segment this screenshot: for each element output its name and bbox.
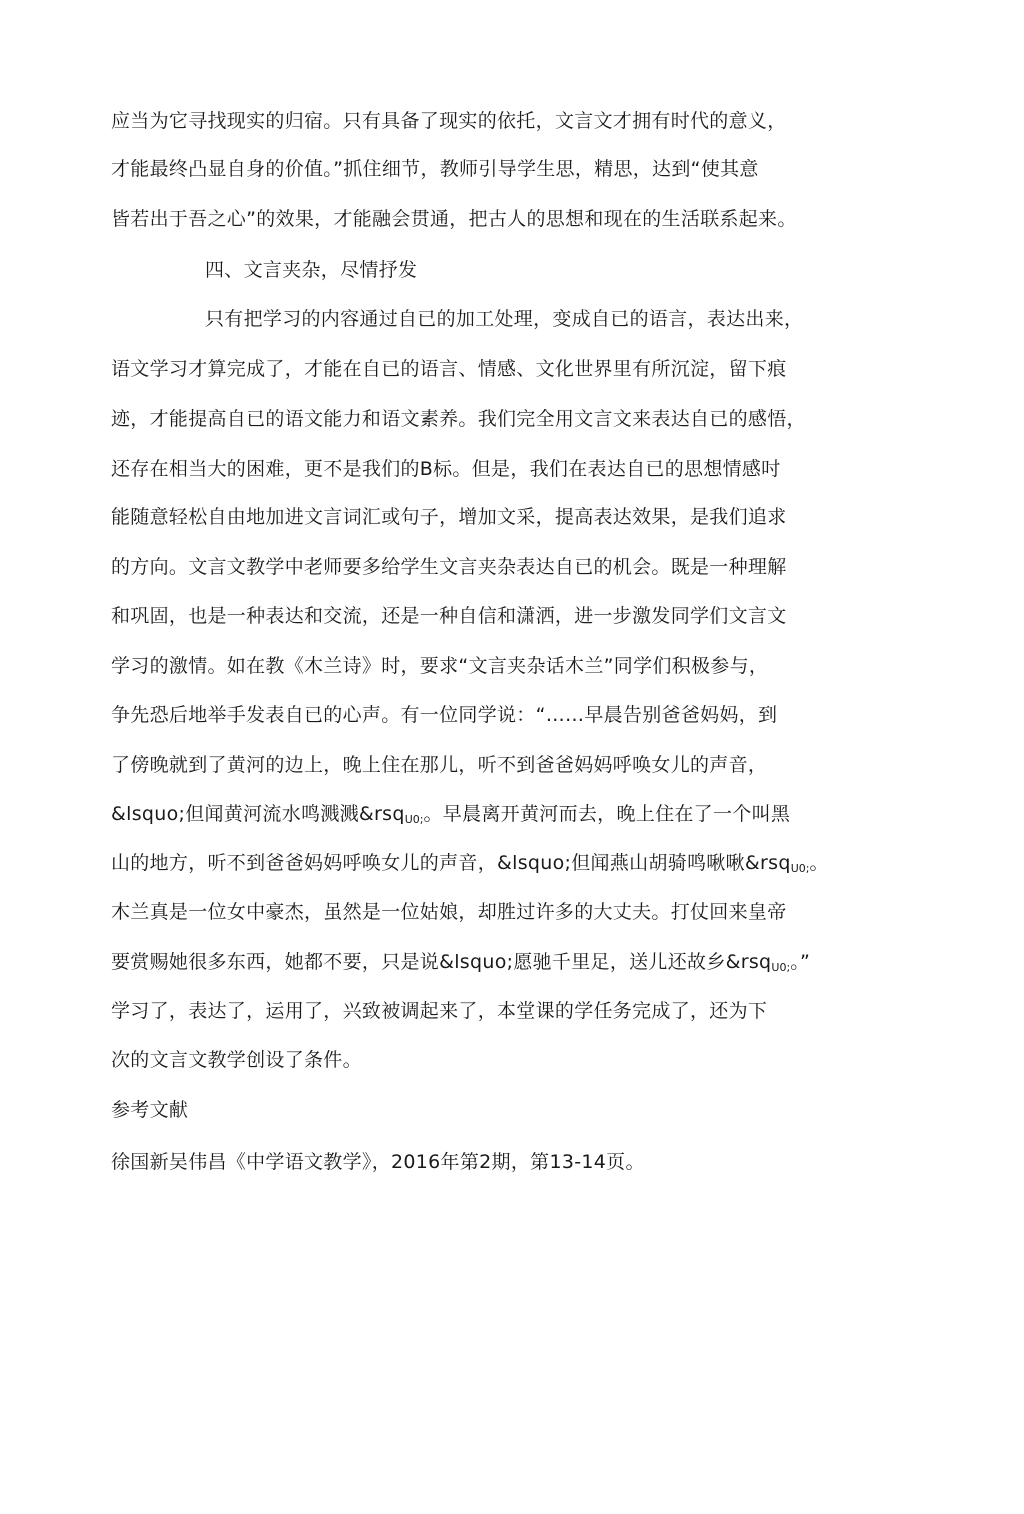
line-11-part-a: &lsquo;但闻黄河流水鸣溅溅&rsq	[111, 803, 405, 825]
paragraph-line-13: 木兰真是一位女中豪杰，虽然是一位姑娘，却胜过许多的大丈夫。打仗回来皇帝	[111, 901, 787, 923]
paragraph-line-2: 语文学习才算完成了，才能在自已的语言、情感、文化世界里有所沉淀，留下痕	[111, 358, 787, 380]
paragraph-line-4: 还存在相当大的困难，更不是我们的B标。但是，我们在表达自已的思想情感吋	[111, 458, 781, 480]
references-title: 参考文献	[111, 1099, 189, 1121]
paragraph-line-6: 的方向。文言文教学中老师要多给学生文言夹杂表达自已的机会。既是一种理解	[111, 556, 787, 578]
paragraph-line-12	[111, 851, 829, 881]
line-14-part-a: 要赏赐她很多东西，她都不要，只是说&lsquo;愿驰千里足，送儿还故乡&rsq	[111, 951, 772, 973]
line-14-part-b: 。”	[790, 951, 811, 973]
line-11-subscript: U0;	[404, 813, 424, 826]
paragraph-line-14	[111, 950, 810, 980]
line-12-part-b: 。	[809, 852, 829, 874]
line-12-part-a: 山的地方，听不到爸爸妈妈呼唤女儿的声音，&lsquo;但闻燕山胡骑鸣啾啾&rsq	[111, 852, 791, 874]
text-line-2: 才能最终凸显自身的价值。”抓住细节，教师引导学生思，精思，达到“使其意	[111, 158, 759, 180]
paragraph-line-11	[111, 802, 790, 832]
line-11-part-b: 。早晨离开黄河而去，晚上住在了一个叫黑	[423, 803, 791, 825]
line-14-subscript: U0;	[771, 961, 791, 974]
line-12-subscript: U0;	[790, 862, 810, 875]
paragraph-line-8: 学习的激情。如在教《木兰诗》时，要求“文言夹杂话木兰”同学们积极参与，	[111, 655, 769, 677]
section-heading: 四、文言夹杂，尽情抒发	[205, 259, 418, 281]
paragraph-line-7: 和巩固，也是一种表达和交流，还是一种自信和潇洒，进一步激发同学们文言文	[111, 605, 787, 627]
paragraph-line-15: 学习了，表达了，运用了，兴致被调起来了，本堂课的学任务完成了，还为下	[111, 1000, 768, 1022]
paragraph-line-5: 能随意轻松自由地加进文言词汇或句子，增加文采，提高表达效果，是我们追求	[111, 506, 787, 528]
paragraph-line-10: 了傍晚就到了黄河的边上，晚上住在那儿，听不到爸爸妈妈呼唤女儿的声音，	[111, 754, 768, 776]
paragraph-line-16: 次的文言文教学创设了条件。	[111, 1049, 362, 1071]
text-line-3: 皆若出于吾之心”的效果，才能融会贯通，把古人的思想和现在的生活联系起来。	[111, 208, 797, 230]
paragraph-line-1: 只有把学习的内容通过自已的加工处理，变成自已的语言，表达出来，	[205, 308, 804, 330]
paragraph-line-3: 迹，才能提高自已的语文能力和语文素养。我们完全用文言文来表达自已的感悟，	[111, 408, 806, 430]
paragraph-line-9: 争先恐后地举手发表自已的心声。有一位同学说：“……早晨告别爸爸妈妈，到	[111, 704, 778, 726]
text-line-1: 应当为它寻找现实的归宿。只有具备了现实的依托，文言文才拥有时代的意义，	[111, 110, 787, 132]
reference-item-1: 徐国新吴伟昌《中学语文教学》，2016年第2期，第13-14页。	[111, 1151, 645, 1173]
